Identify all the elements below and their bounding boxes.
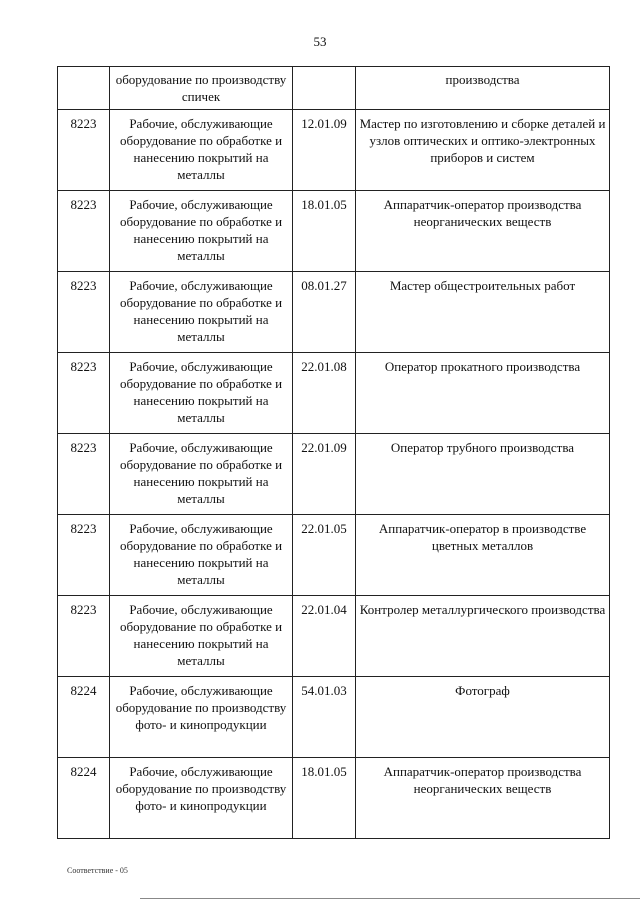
okz-code-cell: 8223 bbox=[58, 272, 110, 353]
table-row bbox=[58, 434, 610, 515]
profession-number-cell: 22.01.08 bbox=[293, 353, 356, 434]
table-row bbox=[58, 515, 610, 596]
profession-name-cell: Мастер общестроительных работ bbox=[356, 272, 610, 353]
okz-code-cell: 8223 bbox=[58, 434, 110, 515]
profession-name-cell: Фотограф bbox=[356, 677, 610, 758]
okz-code-cell bbox=[58, 67, 110, 110]
group-cell: Рабочие, обслуживающие оборудование по производству фото- и кинопродукции bbox=[110, 758, 293, 839]
table-row bbox=[58, 191, 610, 272]
okz-code-cell: 8224 bbox=[58, 758, 110, 839]
profession-number-cell: 12.01.09 bbox=[293, 110, 356, 191]
okz-code-cell: 8223 bbox=[58, 110, 110, 191]
table-row bbox=[58, 110, 610, 191]
okz-code-cell: 8223 bbox=[58, 515, 110, 596]
profession-number-cell: 18.01.05 bbox=[293, 758, 356, 839]
profession-name-cell: Оператор прокатного производства bbox=[356, 353, 610, 434]
footer-note: Соответствие - 05 bbox=[67, 866, 128, 875]
professions-table bbox=[57, 66, 610, 839]
profession-number-cell: 22.01.05 bbox=[293, 515, 356, 596]
okz-code-cell: 8223 bbox=[58, 191, 110, 272]
profession-name-cell: Оператор трубного производства bbox=[356, 434, 610, 515]
table-row bbox=[58, 758, 610, 839]
page-number: 53 bbox=[313, 34, 327, 49]
profession-number-cell: 18.01.05 bbox=[293, 191, 356, 272]
group-cell: Рабочие, обслуживающие оборудование по обработке и нанесению покрытий на металлы bbox=[110, 110, 293, 191]
group-cell: Рабочие, обслуживающие оборудование по обработке и нанесению покрытий на металлы bbox=[110, 191, 293, 272]
group-cell: Рабочие, обслуживающие оборудование по обработке и нанесению покрытий на металлы bbox=[110, 596, 293, 677]
group-cell: Рабочие, обслуживающие оборудование по обработке и нанесению покрытий на металлы bbox=[110, 515, 293, 596]
group-cell: Рабочие, обслуживающие оборудование по обработке и нанесению покрытий на металлы bbox=[110, 353, 293, 434]
group-cell: оборудование по производству спичек bbox=[110, 67, 293, 110]
profession-name-cell: Аппаратчик-оператор производства неорганических веществ bbox=[356, 758, 610, 839]
okz-code-cell: 8223 bbox=[58, 353, 110, 434]
group-cell: Рабочие, обслуживающие оборудование по обработке и нанесению покрытий на металлы bbox=[110, 272, 293, 353]
table-row bbox=[58, 67, 610, 110]
table-row bbox=[58, 596, 610, 677]
profession-number-cell: 22.01.04 bbox=[293, 596, 356, 677]
table-row bbox=[58, 677, 610, 758]
profession-name-cell: Аппаратчик-оператор производства неорганических веществ bbox=[356, 191, 610, 272]
profession-number-cell: 54.01.03 bbox=[293, 677, 356, 758]
okz-code-cell: 8223 bbox=[58, 596, 110, 677]
profession-name-cell: Контролер металлургического производства bbox=[356, 596, 610, 677]
profession-number-cell bbox=[293, 67, 356, 110]
profession-name-cell: Аппаратчик-оператор в производстве цветных металлов bbox=[356, 515, 610, 596]
scan-edge-line bbox=[140, 898, 640, 899]
okz-code-cell: 8224 bbox=[58, 677, 110, 758]
profession-number-cell: 22.01.09 bbox=[293, 434, 356, 515]
profession-name-cell: производства bbox=[356, 67, 610, 110]
profession-number-cell: 08.01.27 bbox=[293, 272, 356, 353]
table-row bbox=[58, 353, 610, 434]
profession-name-cell: Мастер по изготовлению и сборке деталей и узлов оптических и оптико-электронных приборов и систем bbox=[356, 110, 610, 191]
table-row bbox=[58, 272, 610, 353]
group-cell: Рабочие, обслуживающие оборудование по производству фото- и кинопродукции bbox=[110, 677, 293, 758]
group-cell: Рабочие, обслуживающие оборудование по обработке и нанесению покрытий на металлы bbox=[110, 434, 293, 515]
